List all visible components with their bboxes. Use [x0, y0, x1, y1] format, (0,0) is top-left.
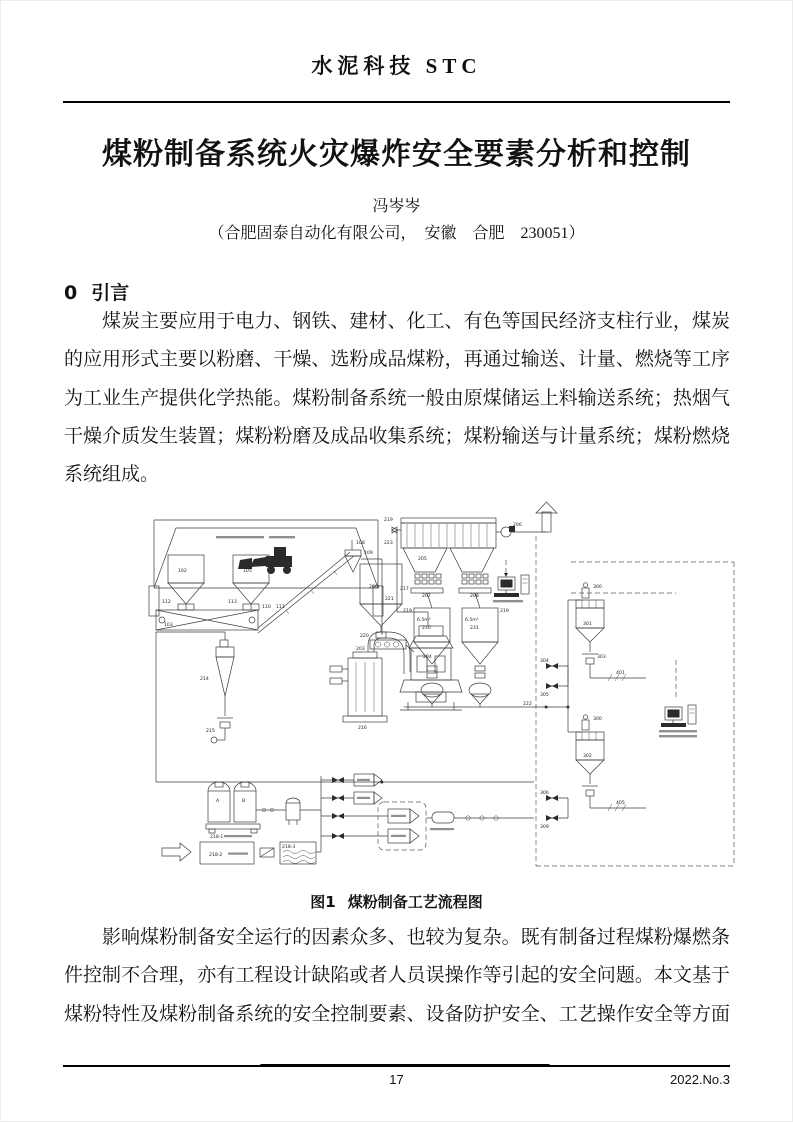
equipment-tag: 309	[540, 825, 549, 830]
equipment-tag: 113	[228, 600, 237, 605]
equipment-tag: 303	[597, 655, 606, 660]
equipment-tag: 6.5m³	[465, 618, 479, 623]
equipment-tag: 301	[583, 622, 592, 627]
equipment-tag: 206	[513, 523, 522, 528]
control-computer-1	[493, 560, 529, 602]
affiliation: （合肥固泰自动化有限公司， 安徽 合肥 230051）	[208, 225, 585, 242]
equipment-tag: 223	[384, 541, 393, 546]
equipment-tag: 302	[583, 754, 592, 759]
circulation-duct	[156, 632, 534, 783]
author-name: 冯岑岑	[372, 198, 421, 215]
equipment-tag: 218-2	[209, 853, 223, 858]
exhaust-stack	[536, 502, 557, 532]
equipment-tag: 205	[418, 557, 427, 562]
equipment-tag: 220	[360, 634, 369, 639]
nitrogen-dryer-unit	[162, 838, 321, 864]
equipment-tag: 112	[162, 600, 171, 605]
issue-label: 2022.No.3	[670, 1072, 730, 1087]
process-flow-diagram	[116, 500, 750, 886]
equipment-tag: 217	[400, 587, 409, 592]
journal-title: 水泥科技 STC	[311, 54, 482, 78]
equipment-tag: 208	[470, 594, 479, 599]
equipment-tag: 111	[276, 605, 285, 610]
figure-caption-text: 煤粉制备工艺流程图	[347, 893, 483, 911]
equipment-tag: 218-1	[210, 835, 224, 840]
equipment-tag: 215	[206, 729, 215, 734]
raw-coal-hopper-102	[168, 555, 204, 610]
equipment-tag: 103	[164, 623, 173, 628]
equipment-tag: 6.5m³	[417, 618, 431, 623]
equipment-tag: 231	[470, 626, 479, 631]
equipment-tag: 216	[358, 726, 367, 731]
nitrogen-distribution-manifold	[321, 774, 534, 850]
equipment-tag: 306	[540, 791, 549, 796]
equipment-tag: 405	[616, 801, 625, 806]
paragraph-after-figure: 影响煤粉制备安全运行的因素众多、也较为复杂。既有制备过程煤粉爆燃条件控制不合理，亦有工程设计缺陷或者人员误操作等引起的安全问题。本文基于煤粉特性及煤粉制备系统的安全控制要素、设备防护安全、工艺操作安全等方面	[64, 927, 730, 1025]
equipment-tag: A	[216, 799, 220, 804]
equipment-tag: 102	[178, 569, 187, 574]
equipment-tag: 219	[403, 609, 412, 614]
figure-number: 图1	[310, 893, 336, 911]
equipment-tag: 305	[540, 693, 549, 698]
cyclone-214	[211, 632, 234, 743]
equipment-tag: 105	[243, 569, 252, 574]
equipment-tag: 230	[422, 626, 431, 631]
paragraph-intro: 煤炭主要应用于电力、钢铁、建材、化工、有色等国民经济支柱行业，煤炭的应用形式主要以粉磨、干燥、选粉成品煤粉，再通过输送、计量、燃烧等工序为工业生产提供化学热能。煤粉制备系统一般由原煤储运上料输送系统；热烟气干燥介质发生装置；煤粉粉磨及成品收集系统；煤粉输送与计量系统；煤粉燃烧系统组成。	[64, 311, 730, 486]
weighing-bin-302	[546, 715, 646, 821]
equipment-tag: 203	[356, 647, 365, 652]
nitrogen-generator-skid	[206, 782, 321, 837]
header-rule	[63, 101, 730, 103]
control-system-boundary	[536, 536, 734, 866]
equipment-tag: 219	[500, 609, 509, 614]
equipment-tag: 300	[593, 585, 602, 590]
weighing-bin-301	[546, 583, 646, 689]
equipment-tag: B	[242, 799, 246, 804]
equipment-tag: 218-3	[282, 845, 296, 850]
section-heading	[64, 278, 129, 305]
equipment-tag: 219	[384, 518, 393, 523]
equipment-tag: 214	[200, 677, 209, 682]
bag-filter-205	[401, 518, 496, 608]
equipment-tag: 110	[262, 605, 271, 610]
equipment-tag: 300	[593, 717, 602, 722]
equipment-tag: 207	[422, 594, 431, 599]
control-computer-2	[659, 705, 697, 737]
page-number: 17	[389, 1072, 404, 1087]
equipment-tag: 222	[523, 702, 532, 707]
equipment-tag: 109	[364, 551, 373, 556]
section-number: 0	[64, 282, 78, 304]
vertical-mill-204	[400, 626, 462, 710]
article-title: 煤粉制备系统火灾爆炸安全要素分析和控制	[102, 137, 691, 172]
equipment-tag: 304	[540, 659, 549, 664]
equipment-tag: 200t	[369, 585, 380, 590]
equipment-tag: 204	[423, 655, 432, 660]
equipment-tag: 221	[385, 597, 394, 602]
equipment-tag: 108	[356, 541, 365, 546]
equipment-tag: 401	[616, 671, 625, 676]
footer-rule-emphasis	[260, 1064, 550, 1067]
figure-caption	[0, 891, 793, 912]
section-title: 引言	[91, 282, 130, 304]
